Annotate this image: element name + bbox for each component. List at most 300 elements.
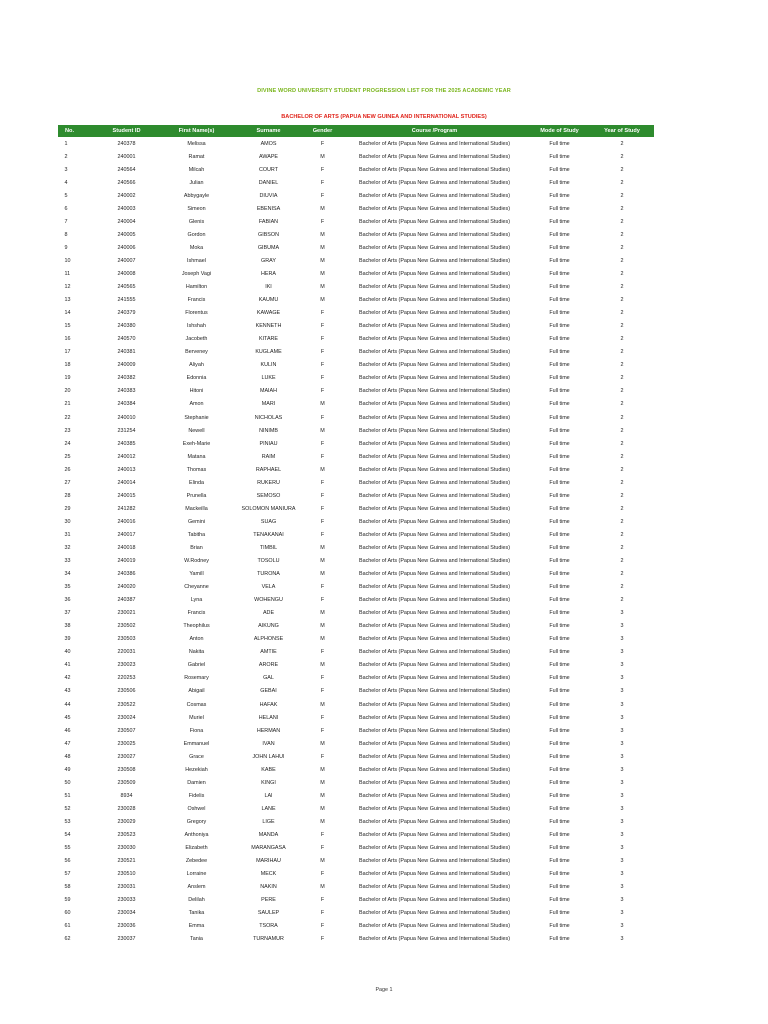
table-row [59,515,654,528]
year-of-study-cell: 2 [620,375,624,382]
year-of-study-cell: 3 [620,871,624,878]
surname-cell: ARORE [258,662,279,669]
student-id-cell: 230522 [117,701,136,708]
student-id-cell: 230031 [117,884,136,891]
row-number-cell: 45 [64,714,71,721]
course-cell: Bachelor of Arts (Papua New Guinea and International Studies) [358,466,511,473]
student-id-cell: 230502 [117,623,136,630]
table-row [59,228,654,241]
course-cell: Bachelor of Arts (Papua New Guinea and International Studies) [358,858,511,865]
year-of-study-cell: 3 [620,610,624,617]
row-number-cell: 42 [64,675,71,682]
year-of-study-cell: 3 [620,858,624,865]
course-cell: Bachelor of Arts (Papua New Guinea and International Studies) [358,623,511,630]
year-of-study-cell: 2 [620,231,624,238]
course-cell: Bachelor of Arts (Papua New Guinea and International Studies) [358,310,511,317]
year-of-study-cell: 2 [620,349,624,356]
student-id-cell: 240007 [117,257,136,264]
first-name-cell: Lyna [190,597,203,604]
row-number-cell: 19 [64,375,71,382]
course-cell: Bachelor of Arts (Papua New Guinea and International Studies) [358,179,511,186]
table-row [59,633,654,646]
student-id-cell: 240378 [117,140,136,147]
surname-cell: LANE [261,805,276,812]
table-row [59,620,654,633]
first-name-cell: Abigail [188,688,205,695]
row-number-cell: 44 [64,701,71,708]
course-cell: Bachelor of Arts (Papua New Guinea and International Studies) [358,414,511,421]
row-number-cell: 23 [64,427,71,434]
mode-of-study-cell: Full time [549,597,570,604]
table-row [59,868,654,881]
first-name-cell: Hitoni [189,388,204,395]
table-row [59,594,654,607]
row-number-cell: 50 [64,779,71,786]
surname-cell: SUAG [260,518,277,525]
year-of-study-cell: 3 [620,910,624,917]
gender-cell: F [320,179,325,186]
student-id-cell: 220031 [117,649,136,656]
mode-of-study-cell: Full time [549,505,570,512]
course-cell: Bachelor of Arts (Papua New Guinea and International Studies) [358,818,511,825]
course-cell: Bachelor of Arts (Papua New Guinea and International Studies) [358,244,511,251]
row-number-cell: 31 [64,531,71,538]
table-row [59,241,654,254]
table-row [59,450,654,463]
gender-cell: F [320,192,325,199]
mode-of-study-cell: Full time [549,623,570,630]
gender-cell: F [320,832,325,838]
course-cell: Bachelor of Arts (Papua New Guinea and International Studies) [358,401,511,408]
year-of-study-cell: 2 [620,440,624,447]
row-number-cell: 43 [64,688,71,695]
mode-of-study-cell: Full time [549,531,570,538]
course-cell: Bachelor of Arts (Papua New Guinea and International Studies) [358,558,511,565]
gender-cell: F [320,218,325,225]
year-of-study-cell: 2 [620,153,624,160]
surname-cell: JOHN LAHUI [252,753,285,760]
surname-cell: RUKERU [257,479,280,486]
first-name-cell: Cheyanne [184,584,209,591]
year-of-study-cell: 2 [620,140,624,147]
table-row [59,320,654,333]
gender-cell: F [320,897,325,904]
surname-cell: GEBAI [260,688,277,695]
table-row [59,789,654,802]
first-name-cell: Amon [189,401,204,408]
mode-of-study-cell: Full time [549,362,570,369]
first-name-cell: Tabitha [187,531,206,538]
surname-cell: MECK [260,871,277,878]
row-number-cell: 16 [64,336,71,343]
year-of-study-cell: 2 [620,336,624,343]
row-number-cell: 32 [64,544,71,551]
gender-cell: M [320,558,325,565]
student-id-cell: 230036 [117,923,136,930]
course-cell: Bachelor of Arts (Papua New Guinea and International Studies) [358,427,511,434]
gender-cell: M [320,636,325,643]
gender-cell: M [320,779,325,786]
gender-cell: M [320,701,325,708]
mode-of-study-cell: Full time [549,205,570,212]
surname-cell: RAPHAEL [255,466,282,473]
mode-of-study-cell: Full time [549,610,570,617]
year-of-study-cell: 2 [620,362,624,369]
student-id-cell: 240015 [117,492,136,499]
gender-cell: M [320,740,325,747]
year-of-study-cell: 2 [620,244,624,251]
course-cell: Bachelor of Arts (Papua New Guinea and International Studies) [358,584,511,591]
surname-cell: ADE [262,610,275,617]
row-number-cell: 3 [64,166,68,173]
year-of-study-cell: 3 [620,623,624,630]
course-cell: Bachelor of Arts (Papua New Guinea and International Studies) [358,323,511,330]
surname-cell: MARANGASA [251,845,286,852]
mode-of-study-cell: Full time [549,153,570,160]
table-row [59,933,654,946]
first-name-cell: Brian [190,544,203,551]
row-number-cell: 11 [64,270,71,277]
row-number-cell: 39 [64,636,71,643]
row-number-cell: 46 [64,727,71,734]
mode-of-study-cell: Full time [549,492,570,499]
student-id-cell: 230510 [117,871,136,878]
gender-cell: F [320,584,325,591]
table-row [59,359,654,372]
student-id-cell: 240380 [117,323,136,330]
header-course: Course /Program [341,126,529,137]
first-name-cell: Abbygayle [183,192,210,199]
first-name-cell: Glenis [188,218,205,225]
first-name-cell: Elinda [189,479,204,486]
table-row [59,776,654,789]
table-row [59,307,654,320]
course-cell: Bachelor of Arts (Papua New Guinea and International Studies) [358,518,511,525]
student-id-cell: 240006 [117,244,136,251]
gender-cell: F [320,479,325,486]
row-number-cell: 8 [64,231,68,238]
year-of-study-cell: 2 [620,270,624,277]
surname-cell: LIGE [262,818,275,825]
row-number-cell: 37 [64,610,71,617]
mode-of-study-cell: Full time [549,297,570,304]
gender-cell: F [320,388,325,395]
row-number-cell: 57 [64,871,71,878]
year-of-study-cell: 3 [620,675,624,682]
student-id-cell: 240020 [117,584,136,591]
mode-of-study-cell: Full time [549,179,570,186]
student-id-cell: 240017 [117,531,136,538]
gender-cell: F [320,688,325,695]
table-row [59,281,654,294]
header-first-name: First Name(s) [161,126,233,137]
student-id-cell: 240382 [117,375,136,382]
first-name-cell: Ishmael [187,257,206,264]
header-mode: Mode of Study [529,126,591,137]
first-name-cell: Zebedee [185,858,208,865]
first-name-cell: Prunella [186,492,207,499]
year-of-study-cell: 2 [620,544,624,551]
year-of-study-cell: 2 [620,323,624,330]
first-name-cell: Emmanuel [183,740,210,747]
first-name-cell: Fidelis [188,792,205,799]
surname-cell: TURONA [257,571,280,578]
course-cell: Bachelor of Arts (Papua New Guinea and International Studies) [358,636,511,643]
gender-cell: F [320,753,325,760]
row-number-cell: 1 [64,140,68,147]
course-cell: Bachelor of Arts (Papua New Guinea and International Studies) [358,544,511,551]
first-name-cell: Nakita [188,649,205,656]
student-id-cell: 240005 [117,231,136,238]
row-number-cell: 28 [64,492,71,499]
year-of-study-cell: 3 [620,792,624,799]
gender-cell: M [320,818,325,825]
year-of-study-cell: 2 [620,192,624,199]
gender-cell: F [320,166,325,173]
table-row [59,711,654,724]
row-number-cell: 48 [64,753,71,760]
header-gender: Gender [305,126,341,137]
gender-cell: M [320,544,325,551]
first-name-cell: Berveney [185,349,208,356]
mode-of-study-cell: Full time [549,753,570,760]
mode-of-study-cell: Full time [549,701,570,708]
course-cell: Bachelor of Arts (Papua New Guinea and International Studies) [358,792,511,799]
course-cell: Bachelor of Arts (Papua New Guinea and International Studies) [358,610,511,617]
row-number-cell: 17 [64,349,71,356]
year-of-study-cell: 2 [620,310,624,317]
first-name-cell: Hamilton [185,284,208,291]
student-id-cell: 230509 [117,779,136,786]
table-row [59,607,654,620]
row-number-cell: 5 [64,192,68,199]
table-row [59,294,654,307]
table-row [59,894,654,907]
first-name-cell: Edonnia [186,375,207,382]
student-id-cell: 240570 [117,336,136,343]
mode-of-study-cell: Full time [549,244,570,251]
mode-of-study-cell: Full time [549,792,570,799]
student-id-cell: 230037 [117,936,136,943]
surname-cell: KULIN [260,362,277,369]
first-name-cell: Exeh-Marie [182,440,211,447]
course-cell: Bachelor of Arts (Papua New Guinea and International Studies) [358,675,511,682]
table-header-row [59,126,654,137]
course-cell: Bachelor of Arts (Papua New Guinea and International Studies) [358,923,511,930]
student-id-cell: 230029 [117,818,136,825]
year-of-study-cell: 3 [620,649,624,656]
gender-cell: F [320,910,325,917]
table-row [59,150,654,163]
table-row [59,907,654,920]
course-cell: Bachelor of Arts (Papua New Guinea and International Studies) [358,531,511,538]
first-name-cell: Ramat [188,153,205,160]
mode-of-study-cell: Full time [549,675,570,682]
mode-of-study-cell: Full time [549,845,570,852]
surname-cell: LUKE [261,375,276,382]
gender-cell: F [320,936,325,943]
first-name-cell: Melissa [187,140,206,147]
course-cell: Bachelor of Arts (Papua New Guinea and International Studies) [358,871,511,878]
table-row [59,842,654,855]
student-id-cell: 240385 [117,440,136,447]
row-number-cell: 20 [64,388,71,395]
table-row [59,737,654,750]
course-cell: Bachelor of Arts (Papua New Guinea and International Studies) [358,153,511,160]
gender-cell: M [320,662,325,669]
year-of-study-cell: 3 [620,779,624,786]
year-of-study-cell: 3 [620,832,624,838]
surname-cell: HERA [261,270,276,277]
table-row [59,476,654,489]
surname-cell: KENNETH [255,323,282,330]
mode-of-study-cell: Full time [549,310,570,317]
surname-cell: KAUMU [258,297,279,304]
student-id-cell: 230521 [117,858,136,865]
first-name-cell: Emma [188,923,205,930]
first-name-cell: Damien [187,779,206,786]
table-row [59,189,654,202]
course-cell: Bachelor of Arts (Papua New Guinea and International Studies) [358,270,511,277]
gender-cell: F [320,923,325,930]
surname-cell: MAIAH [259,388,278,395]
table-row [59,424,654,437]
row-number-cell: 2 [64,153,68,160]
surname-cell: HERMAN [256,727,281,734]
mode-of-study-cell: Full time [549,375,570,382]
mode-of-study-cell: Full time [549,649,570,656]
surname-cell: LAI [264,792,273,799]
gender-cell: M [320,231,325,238]
year-of-study-cell: 2 [620,479,624,486]
gender-cell: M [320,610,325,617]
row-number-cell: 13 [64,297,71,304]
row-number-cell: 51 [64,792,71,799]
gender-cell: M [320,257,325,264]
mode-of-study-cell: Full time [549,714,570,721]
row-number-cell: 15 [64,323,71,330]
student-id-cell: 240009 [117,362,136,369]
mode-of-study-cell: Full time [549,832,570,838]
first-name-cell: Gregory [186,818,207,825]
first-name-cell: Rosemary [184,675,209,682]
course-cell: Bachelor of Arts (Papua New Guinea and International Studies) [358,336,511,343]
mode-of-study-cell: Full time [549,257,570,264]
mode-of-study-cell: Full time [549,936,570,943]
year-of-study-cell: 2 [620,205,624,212]
gender-cell: F [320,597,325,604]
surname-cell: KITARE [258,336,279,343]
mode-of-study-cell: Full time [549,336,570,343]
first-name-cell: Anton [189,636,204,643]
mode-of-study-cell: Full time [549,388,570,395]
gender-cell: F [320,323,325,330]
student-id-cell: 230506 [117,688,136,695]
course-cell: Bachelor of Arts (Papua New Guinea and International Studies) [358,910,511,917]
year-of-study-cell: 3 [620,936,624,943]
row-number-cell: 55 [64,845,71,852]
surname-cell: SOLOMON MANIURA [241,505,296,512]
mode-of-study-cell: Full time [549,584,570,591]
row-number-cell: 49 [64,766,71,773]
surname-cell: MARI [261,401,276,408]
mode-of-study-cell: Full time [549,740,570,747]
surname-cell: KINGI [261,779,276,786]
first-name-cell: W.Rodney [184,558,209,565]
row-number-cell: 29 [64,505,71,512]
row-number-cell: 6 [64,205,68,212]
course-cell: Bachelor of Arts (Papua New Guinea and International Studies) [358,218,511,225]
row-number-cell: 62 [64,936,71,943]
table-row [59,137,654,151]
surname-cell: GIBUMA [257,244,280,251]
surname-cell: TOSOLU [257,558,280,565]
mode-of-study-cell: Full time [549,779,570,786]
header-no: No. [59,126,93,137]
gender-cell: F [320,362,325,369]
surname-cell: MANDA [258,832,279,838]
table-row [59,398,654,411]
course-cell: Bachelor of Arts (Papua New Guinea and International Studies) [358,349,511,356]
table-row [59,724,654,737]
gender-cell: F [320,871,325,878]
student-id-cell: 230507 [117,727,136,734]
student-id-cell: 240564 [117,166,136,173]
row-number-cell: 40 [64,649,71,656]
course-cell: Bachelor of Arts (Papua New Guinea and International Studies) [358,257,511,264]
course-cell: Bachelor of Arts (Papua New Guinea and International Studies) [358,832,511,838]
year-of-study-cell: 2 [620,466,624,473]
course-cell: Bachelor of Arts (Papua New Guinea and International Studies) [358,766,511,773]
course-cell: Bachelor of Arts (Papua New Guinea and International Studies) [358,571,511,578]
course-cell: Bachelor of Arts (Papua New Guinea and International Studies) [358,284,511,291]
first-name-cell: Moka [189,244,204,251]
student-id-cell: 241282 [117,505,136,512]
table-row [59,555,654,568]
course-cell: Bachelor of Arts (Papua New Guinea and International Studies) [358,740,511,747]
document-title: DIVINE WORD UNIVERSITY STUDENT PROGRESSION LIST FOR THE 2025 ACADEMIC YEAR [257,88,511,94]
table-row [59,659,654,672]
year-of-study-cell: 3 [620,923,624,930]
gender-cell: F [320,375,325,382]
gender-cell: F [320,505,325,512]
gender-cell: M [320,270,325,277]
course-cell: Bachelor of Arts (Papua New Guinea and International Studies) [358,805,511,812]
surname-cell: PINIAU [259,440,278,447]
course-cell: Bachelor of Arts (Papua New Guinea and International Studies) [358,479,511,486]
first-name-cell: Yamill [189,571,204,578]
table-row [59,502,654,515]
surname-cell: MARIHAU [256,858,281,865]
table-row [59,163,654,176]
mode-of-study-cell: Full time [549,218,570,225]
first-name-cell: Matana [187,453,206,460]
gender-cell: M [320,205,325,212]
first-name-cell: Thomas [186,466,207,473]
student-id-cell: 240386 [117,571,136,578]
student-id-cell: 240381 [117,349,136,356]
first-name-cell: Francis [187,610,206,617]
student-id-cell: 8934 [120,792,133,799]
table-row [59,385,654,398]
first-name-cell: Lorraine [186,871,207,878]
row-number-cell: 7 [64,218,68,225]
row-number-cell: 34 [64,571,71,578]
row-number-cell: 14 [64,310,71,317]
student-id-cell: 230030 [117,845,136,852]
mode-of-study-cell: Full time [549,884,570,891]
table-row [59,920,654,933]
